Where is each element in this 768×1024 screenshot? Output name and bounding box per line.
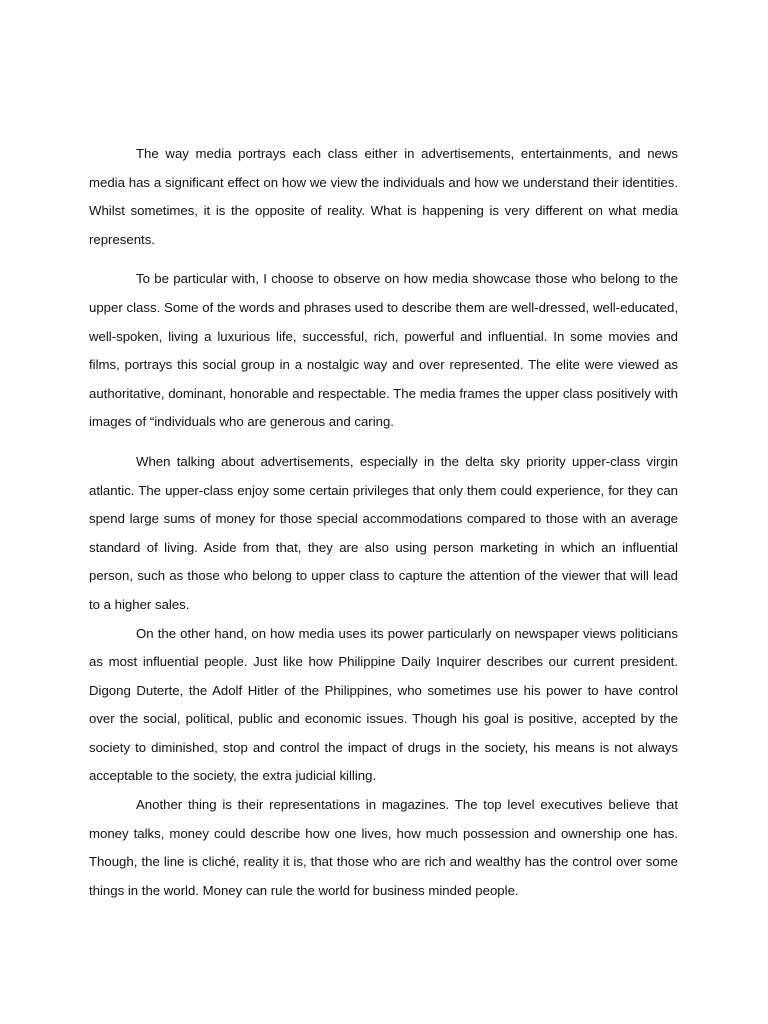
paragraph-3: When talking about advertisements, especially in the delta sky priority upper-class virgin atlantic. The upper-class enjoy some certain privileges that only them could experience, for they can spend large sums of money for those special accommodations compared to those with an average standard of living. Aside from that, they are also using person marketing in which an influential person, such as those who belong to upper class to capture the attention of the viewer that will lead to a higher sales. [89, 453, 678, 612]
paragraph-2: To be particular with, I choose to observe on how media showcase those who belong to the upper class. Some of the words and phrases used to describe them are well-dressed, well-educated, well-spoken, living a luxurious life, successful, rich, powerful and influential. In some movies and films, portrays this social group in a nostalgic way and over represented. The elite were viewed as authoritative, dominant, honorable and respectable. The media frames the upper class positively with images of “individuals who are generous and caring. [89, 271, 678, 430]
paragraph-5: Another thing is their representations in magazines. The top level executives believe that money talks, money could describe how one lives, how much possession and ownership one has. Though, the line is cliché, reality it is, that those who are rich and wealthy has the control over some things in the world. Money can rule the world for business minded people. [89, 797, 678, 898]
paragraph-4: On the other hand, on how media uses its power particularly on newspaper views politicians as most influential people. Just like how Philippine Daily Inquirer describes our current president. Digong Duterte, the Adolf Hitler of the Philippines, who sometimes use his power to have control over the social, political, public and economic issues. Though his goal is positive, accepted by the society to diminished, stop and control the impact of drugs in the society, his means is not always acceptable to the society, the extra judicial killing. [89, 625, 678, 784]
paragraph-1: The way media portrays each class either in advertisements, entertainments, and news media has a significant effect on how we view the individuals and how we understand their identities. Whilst sometimes, it is the opposite of reality. What is happening is very different on what media represents. [89, 146, 678, 247]
document-body [89, 140, 678, 905]
